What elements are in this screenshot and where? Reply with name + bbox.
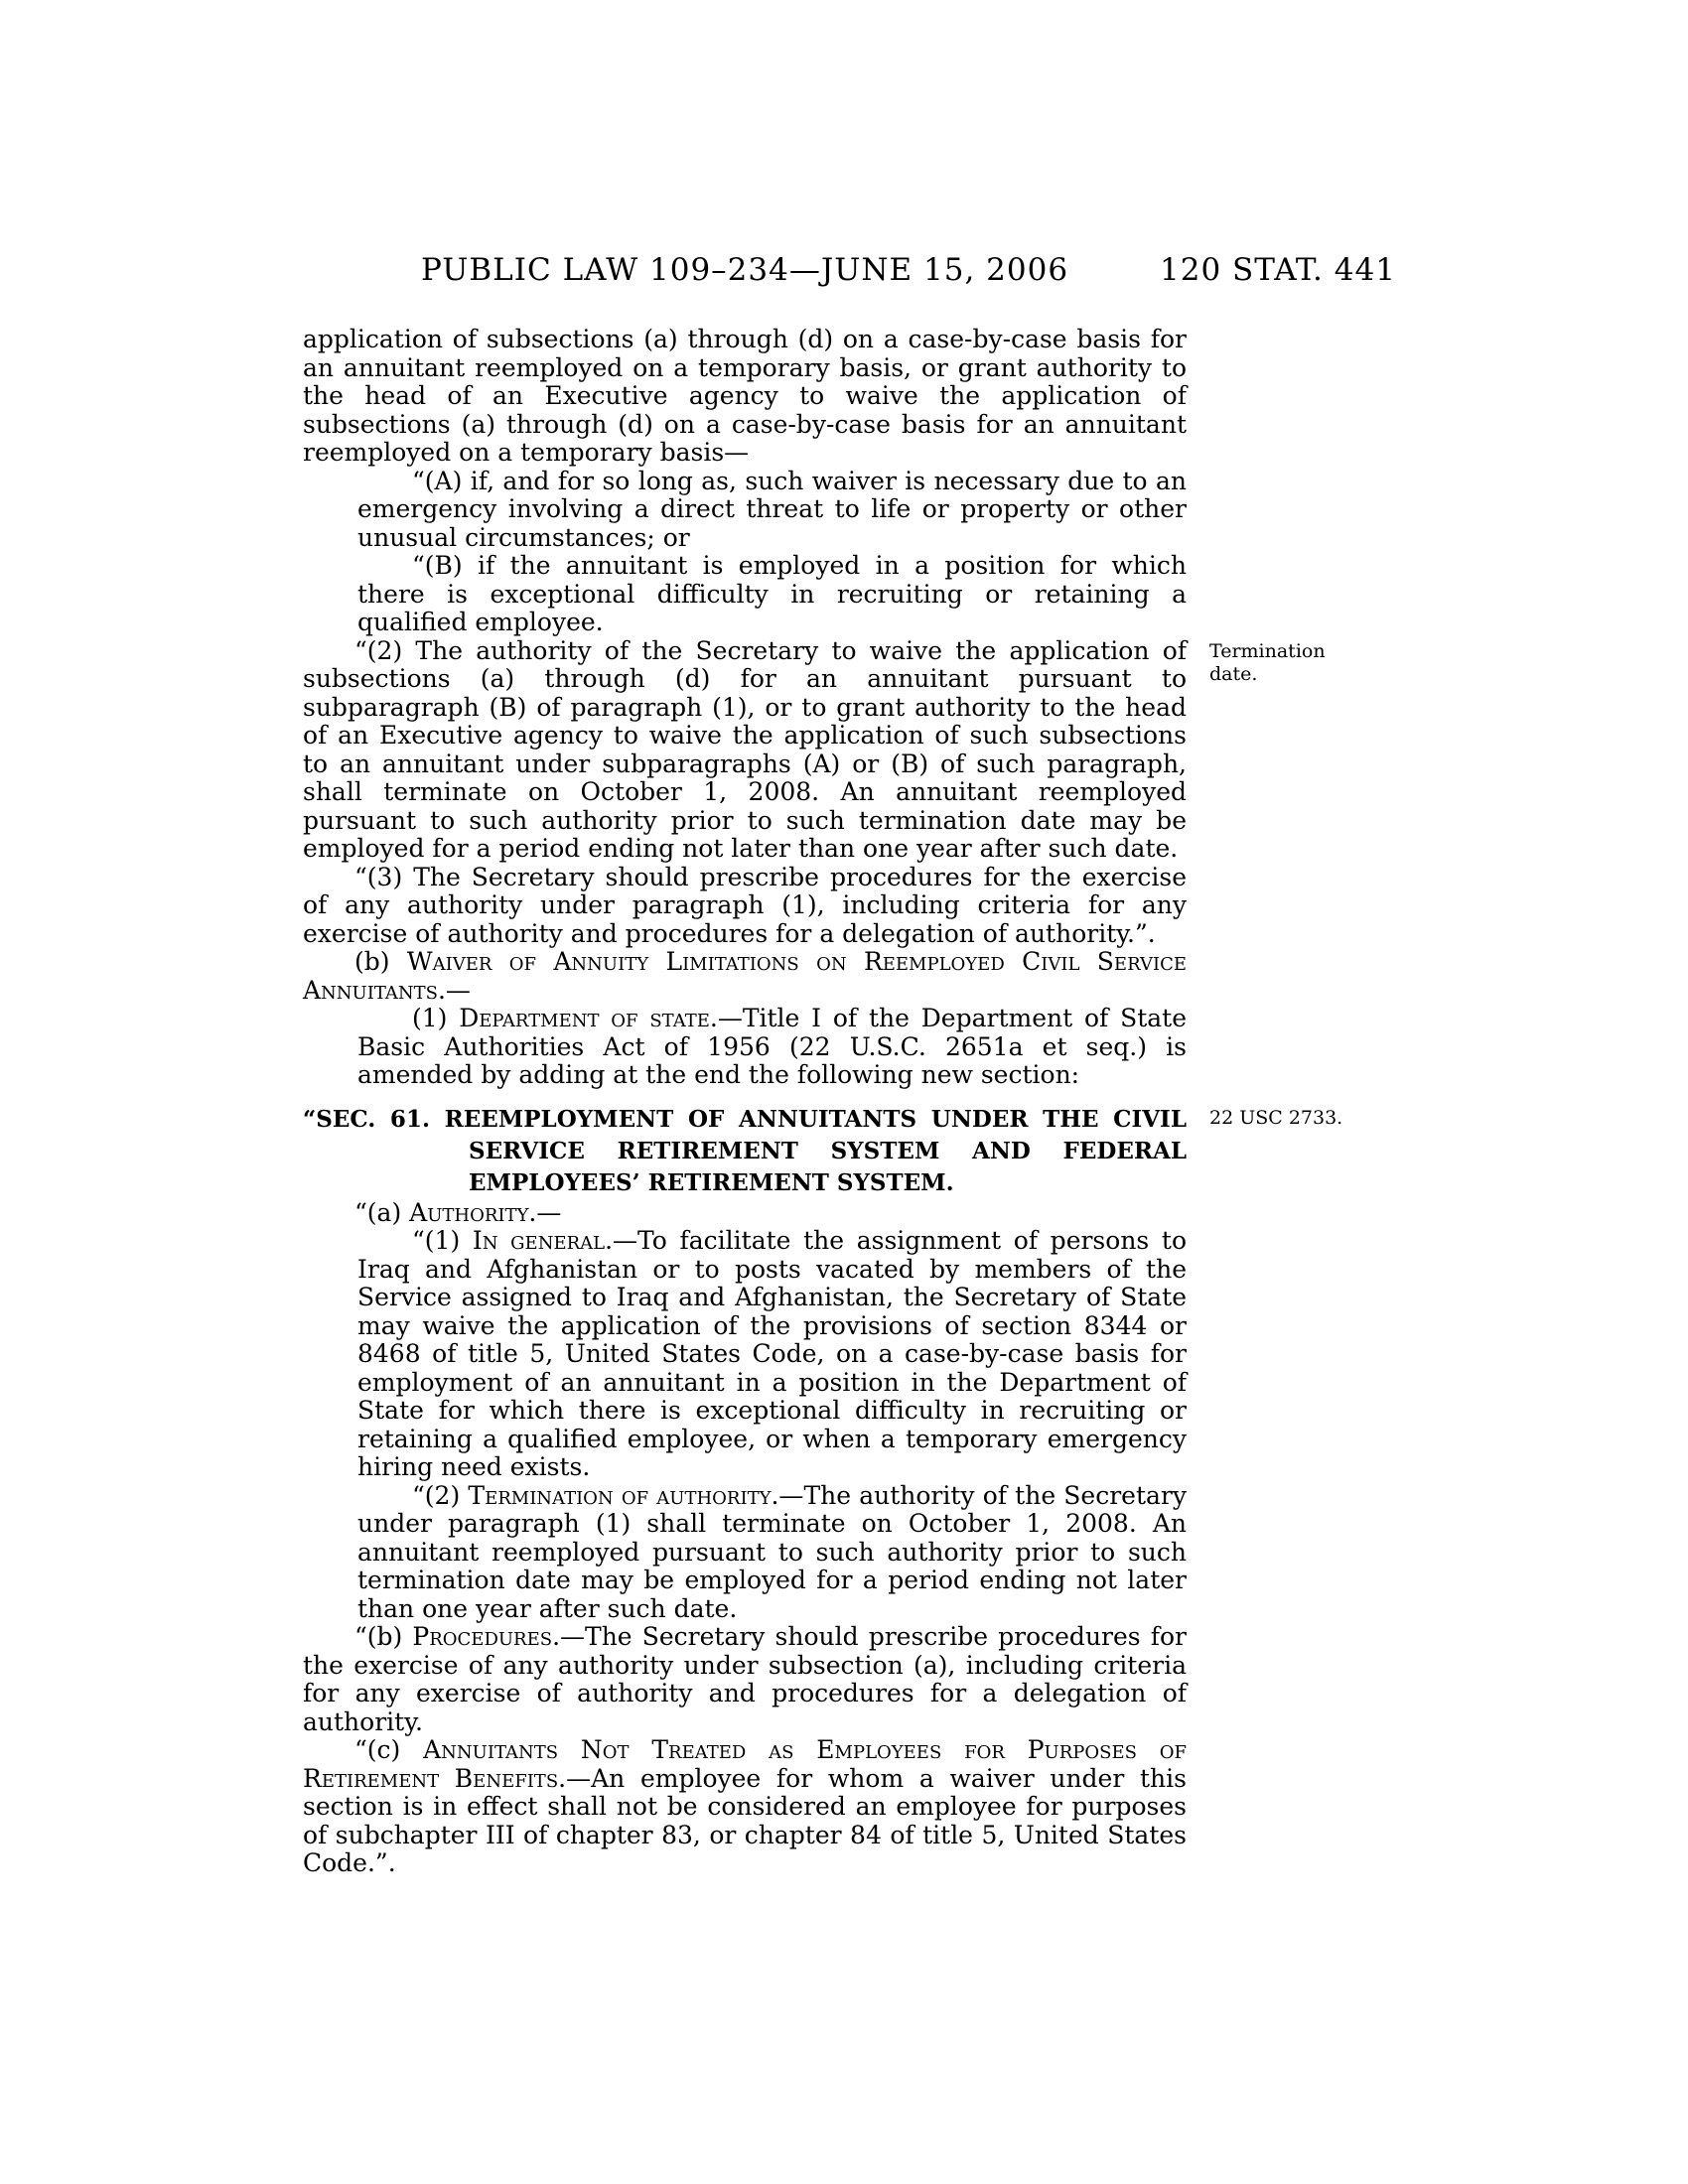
paragraph-b-label: (b) bbox=[354, 947, 407, 976]
paragraph-intro-continuation: application of subsections (a) through (d) on a case-by-case basis for an annuitant reemployed on a temporary basis, or grant authority to the head of an Executive agency to waive the application of subsections (a) through (d) on a case-by-case basis for an annuitant reemployed on a temporary basis— bbox=[303, 325, 1187, 467]
paragraph-b1-text: Title I of the Department of State Basic Authorities Act of 1956 (22 U.S.C. 2651a et seq.) is amended by adding at the end the following new section: bbox=[357, 1004, 1188, 1089]
paragraph-sec61-a1-text: To facilitate the assignment of persons to Iraq and Afghanistan or to posts vacated by members of the Service assigned to Iraq and Afghanistan, the Secretary of State may waive the application of the provisions of section 8344 or 8468 of title 5, United States Code, on a case-by-case basis for employment of an annuitant in a position in the Department of State for which there is exceptional difficulty in recruiting or retaining a qualified employee, or when a temporary emergency hiring need exists. bbox=[357, 1226, 1188, 1481]
paragraph-sec61-b-text: The Secretary should prescribe procedures for the exercise of any authority under subsection (a), including criteria for any exercise of authority and procedures for a delegation of authority. bbox=[303, 1622, 1187, 1736]
paragraph-2-text: “(2) The authority of the Secretary to waive the application of subsections (a) through (d) for an annuitant pursuant to subparagraph (B) of paragraph (1), or to grant authority to the head of an Executive agency to waive the application of such subsections to an annuitant under subparagraphs (A) or (B) of such paragraph, shall terminate on October 1, 2008. An annuitant reemployed pursuant to such authority prior to such termination date may be employed for a period ending not later than one year after such date. bbox=[303, 635, 1187, 863]
page-header-law-title: PUBLIC LAW 109–234—JUNE 15, 2006 bbox=[420, 252, 1069, 288]
paragraph-sec61-a-authority bbox=[303, 1199, 1187, 1228]
margin-note-termination-date: Termination date. bbox=[1209, 639, 1326, 685]
paragraph-sec61-a-smallcaps-heading: Authority.— bbox=[409, 1197, 562, 1227]
paragraph-sec61-a-label: “(a) bbox=[354, 1197, 410, 1227]
paragraph-sec61-c-text: An employee for whom a waiver under this section is in effect shall not be considered an employee for purposes of subchapter III of chapter 83, or chapter 84 of title 5, United States Code.”. bbox=[303, 1763, 1187, 1877]
paragraph-sec61-b-procedures bbox=[303, 1623, 1187, 1736]
paragraph-sec61-a1-in-general bbox=[357, 1227, 1187, 1482]
paragraph-3-procedures: “(3) The Secretary should prescribe procedures for the exercise of any authority under paragraph (1), including criteria for any exercise of authority and procedures for a delegation of authority.”. bbox=[303, 862, 1187, 948]
paragraph-sec61-a2-label: “(2) bbox=[412, 1480, 469, 1510]
paragraph-sec61-b-label: “(b) bbox=[354, 1622, 413, 1651]
paragraph-sec61-a1-smallcaps-heading: In general.— bbox=[472, 1226, 638, 1255]
paragraph-sec61-a2-smallcaps-heading: Termination of authority.— bbox=[468, 1480, 804, 1510]
paragraph-sec61-c-annuitants bbox=[303, 1736, 1187, 1878]
paragraph-subparagraph-B: “(B) if the annuitant is employed in a position for which there is exceptional difficulty in recruiting or retaining a qualified employee. bbox=[357, 551, 1187, 636]
paragraph-sec61-a1-label: “(1) bbox=[412, 1226, 473, 1255]
paragraph-b-waiver bbox=[303, 948, 1187, 1005]
statute-text-column bbox=[303, 325, 1343, 1878]
paragraph-b1-label: (1) bbox=[412, 1004, 460, 1032]
paragraph-sec61-c-smallcaps-heading: Annuitants Not Treated as Employees for Purposes of Retirement Benefits.— bbox=[303, 1735, 1187, 1793]
paragraph-sec61-b-smallcaps-heading: Procedures.— bbox=[412, 1622, 586, 1651]
paragraph-subparagraph-A: “(A) if, and for so long as, such waiver is necessary due to an emergency involving a direct threat to life or property or other unusual circumstances; or bbox=[357, 466, 1187, 552]
paragraph-2-termination bbox=[303, 635, 1326, 864]
section-61-heading bbox=[303, 1104, 1343, 1199]
paragraph-sec61-a2-termination bbox=[357, 1482, 1187, 1624]
page-header-stat-number: 120 STAT. 441 bbox=[1160, 252, 1396, 288]
paragraph-sec61-a2-text: The authority of the Secretary under paragraph (1) shall terminate on October 1, 2008. An annuitant reemployed pursuant to such authority prior to such termination date may be employed for a period ending not later than one year after such date. bbox=[357, 1480, 1188, 1623]
paragraph-b1-department-of-state bbox=[357, 1005, 1187, 1090]
margin-note-usc-citation: 22 USC 2733. bbox=[1209, 1106, 1343, 1129]
paragraph-sec61-c-label: “(c) bbox=[354, 1735, 424, 1764]
section-61-heading-text: “SEC. 61. REEMPLOYMENT OF ANNUITANTS UNDER THE CIVIL SERVICE RETIREMENT SYSTEM AND FEDERAL EMPLOYEES’ RETIREMENT SYSTEM. bbox=[303, 1105, 1187, 1196]
paragraph-b1-smallcaps-heading: Department of state.— bbox=[459, 1004, 743, 1032]
paragraph-b-smallcaps-heading: Waiver of Annuity Limitations on Reemployed Civil Service Annuitants.— bbox=[303, 947, 1187, 1005]
